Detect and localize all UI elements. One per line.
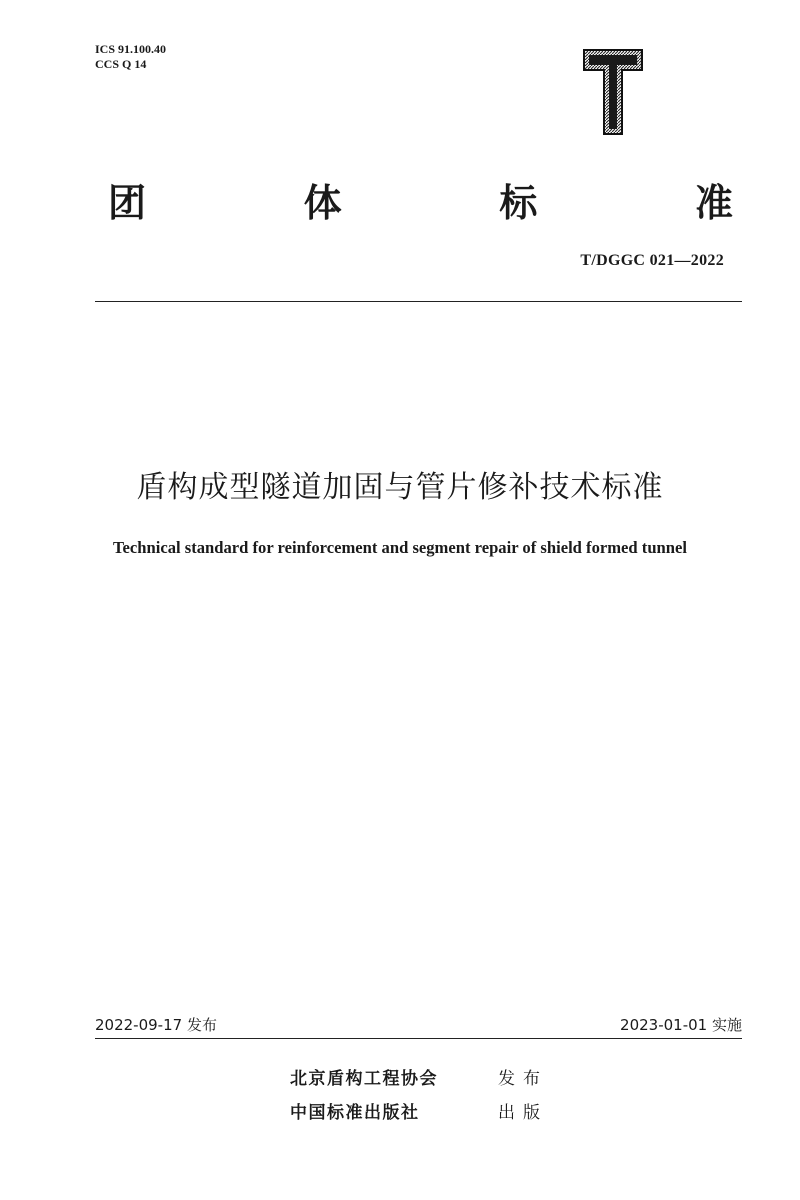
classification-codes	[95, 42, 166, 72]
kind-char: 标	[499, 181, 538, 225]
issue-date: 2022-09-17 发布	[95, 1016, 217, 1034]
top-divider	[95, 301, 742, 302]
title-chinese: 盾构成型隧道加固与管片修补技术标准	[136, 470, 664, 505]
kind-char: 准	[694, 181, 733, 225]
bottom-divider	[95, 1038, 742, 1039]
implementation-date: 2023-01-01 实施	[620, 1016, 742, 1034]
standard-number: T/DGGC 021—2022	[580, 252, 724, 269]
standard-logo-icon	[582, 48, 644, 136]
publisher-role: 出版	[498, 1103, 548, 1123]
title-english: Technical standard for reinforcement and segment repair of shield formed tunnel	[112, 538, 687, 557]
publisher-name: 中国标准出版社	[290, 1103, 420, 1123]
publisher-name: 北京盾构工程协会	[290, 1069, 438, 1089]
kind-char: 体	[303, 181, 342, 225]
publisher-role: 发布	[498, 1069, 548, 1089]
document-kind-heading	[108, 172, 733, 225]
ccs-code: CCS Q 14	[95, 57, 147, 71]
kind-char: 团	[108, 181, 147, 225]
ics-code: ICS 91.100.40	[95, 42, 167, 56]
